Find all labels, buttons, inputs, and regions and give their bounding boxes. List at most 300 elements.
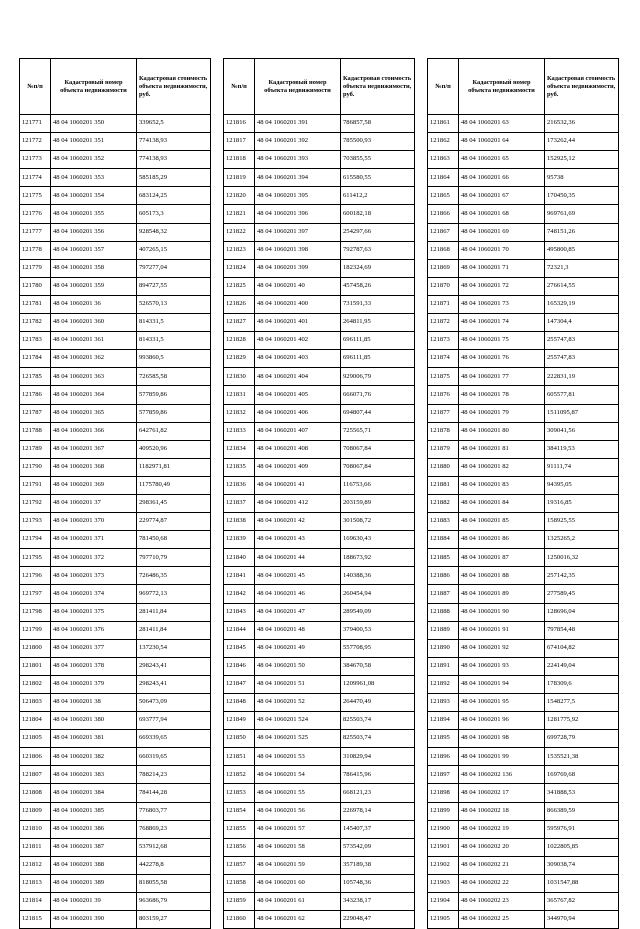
cadastral-cost: 776803,77 — [137, 802, 211, 820]
cadastral-cost: 557708,95 — [341, 639, 415, 657]
row-number: 121815 — [20, 911, 51, 929]
row-number: 121855 — [224, 820, 255, 838]
cadastral-cost: 699728,79 — [545, 730, 619, 748]
cadastral-cost: 506473,09 — [137, 694, 211, 712]
cadastral-cost: 229048,47 — [341, 911, 415, 929]
table-row — [428, 223, 619, 241]
cadastral-cost: 825503,74 — [341, 712, 415, 730]
row-number: 121821 — [224, 205, 255, 223]
row-number: 121805 — [20, 730, 51, 748]
cadastral-number: 48 04 1060201 368 — [51, 458, 137, 476]
cadastral-number: 48 04 1060201 88 — [459, 567, 545, 585]
cadastral-cost: 169769,68 — [545, 766, 619, 784]
cadastral-cost: 1209961,08 — [341, 675, 415, 693]
cadastral-cost: 72321,3 — [545, 259, 619, 277]
cadastral-number: 48 04 1060201 56 — [255, 802, 341, 820]
table-row — [428, 657, 619, 675]
cadastral-cost: 797854,48 — [545, 621, 619, 639]
table-row — [428, 458, 619, 476]
cadastral-number: 48 04 1060201 85 — [459, 513, 545, 531]
cadastral-number: 48 04 1060201 399 — [255, 259, 341, 277]
cadastral-number: 48 04 1060201 369 — [51, 476, 137, 494]
table-row — [224, 802, 415, 820]
row-number: 121851 — [224, 748, 255, 766]
cadastral-number: 48 04 1060201 372 — [51, 549, 137, 567]
cadastral-number: 48 04 1060201 40 — [255, 277, 341, 295]
cadastral-cost: 526570,13 — [137, 295, 211, 313]
row-number: 121844 — [224, 621, 255, 639]
row-number: 121860 — [224, 911, 255, 929]
row-number: 121810 — [20, 820, 51, 838]
row-number: 121900 — [428, 820, 459, 838]
table-row — [428, 440, 619, 458]
cadastral-cost: 1511095,87 — [545, 404, 619, 422]
cadastral-number: 48 04 1060201 405 — [255, 386, 341, 404]
cadastral-cost: 963686,79 — [137, 893, 211, 911]
table-row — [224, 567, 415, 585]
cadastral-cost: 224149,04 — [545, 657, 619, 675]
cadastral-cost: 254297,66 — [341, 223, 415, 241]
table-row — [428, 730, 619, 748]
cadastral-number: 48 04 1060201 354 — [51, 187, 137, 205]
row-number: 121834 — [224, 440, 255, 458]
table-row — [428, 893, 619, 911]
cadastral-cost: 137230,54 — [137, 639, 211, 657]
row-number: 121901 — [428, 838, 459, 856]
row-number: 121783 — [20, 332, 51, 350]
table-row — [428, 567, 619, 585]
row-number: 121886 — [428, 567, 459, 585]
cadastral-number: 48 04 1060201 374 — [51, 585, 137, 603]
table-row — [428, 169, 619, 187]
cadastral-cost: 696111,85 — [341, 350, 415, 368]
cadastral-number: 48 04 1060201 71 — [459, 259, 545, 277]
row-number: 121858 — [224, 874, 255, 892]
cadastral-cost: 409520,96 — [137, 440, 211, 458]
table-row — [224, 874, 415, 892]
cadastral-cost: 140388,36 — [341, 567, 415, 585]
cadastral-number: 48 04 1060201 78 — [459, 386, 545, 404]
cadastral-number: 48 04 1060201 364 — [51, 386, 137, 404]
table-row — [20, 241, 211, 259]
row-number: 121870 — [428, 277, 459, 295]
cadastral-number: 48 04 1060201 358 — [51, 259, 137, 277]
cadastral-cost: 344970,94 — [545, 911, 619, 929]
cadastral-number: 48 04 1060201 74 — [459, 314, 545, 332]
row-number: 121816 — [224, 115, 255, 133]
cadastral-number: 48 04 1060201 373 — [51, 567, 137, 585]
cadastral-number: 48 04 1060201 402 — [255, 332, 341, 350]
row-number: 121872 — [428, 314, 459, 332]
row-number: 121878 — [428, 422, 459, 440]
cadastral-number: 48 04 1060201 82 — [459, 458, 545, 476]
header-cadastral-cost: Кадастровая стоимость объекта недвижимости, руб. — [341, 59, 415, 115]
row-number: 121799 — [20, 621, 51, 639]
row-number: 121903 — [428, 874, 459, 892]
cadastral-number: 48 04 1060202 22 — [459, 874, 545, 892]
table-row — [20, 531, 211, 549]
table-row — [20, 874, 211, 892]
cadastral-number: 48 04 1060201 54 — [255, 766, 341, 784]
row-number: 121871 — [428, 295, 459, 313]
cadastral-cost: 969761,69 — [545, 205, 619, 223]
cadastral-number: 48 04 1060201 42 — [255, 513, 341, 531]
cadastral-cost: 19316,85 — [545, 494, 619, 512]
cadastral-number: 48 04 1060201 51 — [255, 675, 341, 693]
header-cadastral-number: Кадастровый номер объекта недвижимости — [459, 59, 545, 115]
table-row — [224, 585, 415, 603]
table-row — [20, 675, 211, 693]
row-number: 121776 — [20, 205, 51, 223]
cadastral-cost: 94395,05 — [545, 476, 619, 494]
table-row — [224, 603, 415, 621]
table-row — [224, 856, 415, 874]
cadastral-number: 48 04 1060201 58 — [255, 838, 341, 856]
row-number: 121773 — [20, 151, 51, 169]
row-number: 121785 — [20, 368, 51, 386]
table-row — [20, 549, 211, 567]
table-row — [428, 404, 619, 422]
cadastral-number: 48 04 1060202 19 — [459, 820, 545, 838]
row-number: 121869 — [428, 259, 459, 277]
table-row — [428, 422, 619, 440]
cadastral-cost: 668121,23 — [341, 784, 415, 802]
cadastral-number: 48 04 1060201 91 — [459, 621, 545, 639]
row-number: 121866 — [428, 205, 459, 223]
cadastral-cost: 600182,18 — [341, 205, 415, 223]
table-row — [224, 223, 415, 241]
cadastral-cost: 257142,35 — [545, 567, 619, 585]
cadastral-cost: 797277,04 — [137, 259, 211, 277]
cadastral-cost: 585185,29 — [137, 169, 211, 187]
table-row — [224, 639, 415, 657]
header-cadastral-number: Кадастровый номер объекта недвижимости — [51, 59, 137, 115]
table-row — [20, 567, 211, 585]
row-number: 121782 — [20, 314, 51, 332]
cadastral-number: 48 04 1060201 406 — [255, 404, 341, 422]
cadastral-cost: 774138,93 — [137, 151, 211, 169]
table-row — [428, 241, 619, 259]
cadastral-number: 48 04 1060201 379 — [51, 675, 137, 693]
table-row — [428, 368, 619, 386]
table-row — [20, 223, 211, 241]
cadastral-cost: 442278,8 — [137, 856, 211, 874]
cadastral-cost: 277589,45 — [545, 585, 619, 603]
cadastral-cost: 993860,5 — [137, 350, 211, 368]
cadastral-cost: 255747,83 — [545, 350, 619, 368]
table-row — [20, 784, 211, 802]
cadastral-cost: 309041,56 — [545, 422, 619, 440]
cadastral-cost: 611412,2 — [341, 187, 415, 205]
row-number: 121859 — [224, 893, 255, 911]
row-number: 121792 — [20, 494, 51, 512]
row-number: 121837 — [224, 494, 255, 512]
cadastral-cost: 748151,26 — [545, 223, 619, 241]
row-number: 121808 — [20, 784, 51, 802]
row-number: 121829 — [224, 350, 255, 368]
table-row — [20, 169, 211, 187]
cadastral-cost: 577859,86 — [137, 404, 211, 422]
cadastral-cost: 343238,17 — [341, 893, 415, 911]
table-row — [224, 259, 415, 277]
cadastral-number: 48 04 1060201 37 — [51, 494, 137, 512]
cadastral-cost: 768869,23 — [137, 820, 211, 838]
row-number: 121875 — [428, 368, 459, 386]
cadastral-table-1 — [19, 58, 211, 929]
table-row — [224, 386, 415, 404]
table-row — [224, 675, 415, 693]
cadastral-cost: 298361,45 — [137, 494, 211, 512]
cadastral-number: 48 04 1060201 397 — [255, 223, 341, 241]
cadastral-number: 48 04 1060201 391 — [255, 115, 341, 133]
cadastral-cost: 170450,35 — [545, 187, 619, 205]
cadastral-number: 48 04 1060201 49 — [255, 639, 341, 657]
cadastral-number: 48 04 1060201 68 — [459, 205, 545, 223]
cadastral-number: 48 04 1060201 55 — [255, 784, 341, 802]
row-number: 121854 — [224, 802, 255, 820]
cadastral-number: 48 04 1060201 53 — [255, 748, 341, 766]
cadastral-number: 48 04 1060201 361 — [51, 332, 137, 350]
cadastral-cost: 731591,33 — [341, 295, 415, 313]
row-number: 121838 — [224, 513, 255, 531]
row-number: 121865 — [428, 187, 459, 205]
row-number: 121820 — [224, 187, 255, 205]
table-row — [20, 133, 211, 151]
table-row — [20, 422, 211, 440]
row-number: 121848 — [224, 694, 255, 712]
cadastral-number: 48 04 1060201 380 — [51, 712, 137, 730]
cadastral-cost: 928548,32 — [137, 223, 211, 241]
cadastral-number: 48 04 1060201 75 — [459, 332, 545, 350]
row-number: 121889 — [428, 621, 459, 639]
row-number: 121771 — [20, 115, 51, 133]
table-row — [20, 585, 211, 603]
cadastral-cost: 91111,74 — [545, 458, 619, 476]
row-number: 121841 — [224, 567, 255, 585]
cadastral-number: 48 04 1060201 64 — [459, 133, 545, 151]
cadastral-number: 48 04 1060201 525 — [255, 730, 341, 748]
table-row — [20, 712, 211, 730]
row-number: 121818 — [224, 151, 255, 169]
table-row — [428, 675, 619, 693]
row-number: 121824 — [224, 259, 255, 277]
row-number: 121828 — [224, 332, 255, 350]
cadastral-number: 48 04 1060201 403 — [255, 350, 341, 368]
table-row — [428, 838, 619, 856]
cadastral-cost: 310829,94 — [341, 748, 415, 766]
row-number: 121791 — [20, 476, 51, 494]
cadastral-number: 48 04 1060201 378 — [51, 657, 137, 675]
table-row — [224, 422, 415, 440]
table-row — [428, 748, 619, 766]
row-number: 121775 — [20, 187, 51, 205]
cadastral-cost: 786857,58 — [341, 115, 415, 133]
row-number: 121835 — [224, 458, 255, 476]
row-number: 121852 — [224, 766, 255, 784]
cadastral-cost: 1535521,38 — [545, 748, 619, 766]
table-row — [20, 386, 211, 404]
header-cadastral-cost: Кадастровая стоимость объекта недвижимости, руб. — [137, 59, 211, 115]
table-row — [20, 657, 211, 675]
table-row — [20, 911, 211, 929]
row-number: 121862 — [428, 133, 459, 151]
cadastral-cost: 573542,09 — [341, 838, 415, 856]
cadastral-cost: 781450,68 — [137, 531, 211, 549]
row-number: 121896 — [428, 748, 459, 766]
cadastral-number: 48 04 1060201 356 — [51, 223, 137, 241]
table-row — [20, 856, 211, 874]
cadastral-number: 48 04 1060201 60 — [255, 874, 341, 892]
table-row — [224, 531, 415, 549]
cadastral-cost: 165329,19 — [545, 295, 619, 313]
cadastral-cost: 866389,59 — [545, 802, 619, 820]
row-number: 121778 — [20, 241, 51, 259]
cadastral-number: 48 04 1060201 375 — [51, 603, 137, 621]
row-number: 121876 — [428, 386, 459, 404]
table-row — [428, 531, 619, 549]
row-number: 121806 — [20, 748, 51, 766]
table-row — [428, 694, 619, 712]
table-row — [428, 712, 619, 730]
cadastral-number: 48 04 1060201 400 — [255, 295, 341, 313]
cadastral-cost: 116753,66 — [341, 476, 415, 494]
cadastral-cost: 929006,79 — [341, 368, 415, 386]
row-number: 121897 — [428, 766, 459, 784]
cadastral-number: 48 04 1060201 62 — [255, 911, 341, 929]
cadastral-number: 48 04 1060201 72 — [459, 277, 545, 295]
cadastral-cost: 683124,25 — [137, 187, 211, 205]
cadastral-number: 48 04 1060202 136 — [459, 766, 545, 784]
cadastral-number: 48 04 1060201 80 — [459, 422, 545, 440]
row-number: 121864 — [428, 169, 459, 187]
row-number: 121893 — [428, 694, 459, 712]
table-row — [428, 549, 619, 567]
row-number: 121794 — [20, 531, 51, 549]
cadastral-cost: 1250016,32 — [545, 549, 619, 567]
row-number: 121772 — [20, 133, 51, 151]
cadastral-number: 48 04 1060201 77 — [459, 368, 545, 386]
cadastral-cost: 786415,96 — [341, 766, 415, 784]
row-number: 121809 — [20, 802, 51, 820]
row-number: 121873 — [428, 332, 459, 350]
table-row — [428, 874, 619, 892]
row-number: 121817 — [224, 133, 255, 151]
cadastral-number: 48 04 1060201 401 — [255, 314, 341, 332]
cadastral-number: 48 04 1060201 404 — [255, 368, 341, 386]
table-row — [20, 314, 211, 332]
cadastral-number: 48 04 1060201 382 — [51, 748, 137, 766]
row-number: 121802 — [20, 675, 51, 693]
table-row — [20, 766, 211, 784]
cadastral-cost: 693777,94 — [137, 712, 211, 730]
table-row — [428, 621, 619, 639]
cadastral-cost: 147304,4 — [545, 314, 619, 332]
cadastral-number: 48 04 1060201 353 — [51, 169, 137, 187]
cadastral-number: 48 04 1060202 25 — [459, 911, 545, 929]
cadastral-cost: 309038,74 — [545, 856, 619, 874]
table-row — [20, 838, 211, 856]
table-row — [20, 694, 211, 712]
row-number: 121819 — [224, 169, 255, 187]
table-row — [20, 748, 211, 766]
cadastral-cost: 577859,86 — [137, 386, 211, 404]
table-row — [20, 494, 211, 512]
cadastral-cost: 1281775,92 — [545, 712, 619, 730]
cadastral-cost: 725565,71 — [341, 422, 415, 440]
table-row — [224, 820, 415, 838]
row-number: 121803 — [20, 694, 51, 712]
cadastral-number: 48 04 1060201 38 — [51, 694, 137, 712]
row-number: 121842 — [224, 585, 255, 603]
table-row — [224, 476, 415, 494]
row-number: 121801 — [20, 657, 51, 675]
cadastral-number: 48 04 1060201 43 — [255, 531, 341, 549]
table-row — [224, 766, 415, 784]
row-number: 121846 — [224, 657, 255, 675]
cadastral-cost: 178309,6 — [545, 675, 619, 693]
row-number: 121839 — [224, 531, 255, 549]
table-row — [224, 187, 415, 205]
cadastral-cost: 784144,28 — [137, 784, 211, 802]
cadastral-number: 48 04 1060201 66 — [459, 169, 545, 187]
row-number: 121832 — [224, 404, 255, 422]
table-row — [20, 639, 211, 657]
cadastral-cost: 173262,44 — [545, 133, 619, 151]
table-row — [224, 748, 415, 766]
cadastral-number: 48 04 1060201 95 — [459, 694, 545, 712]
cadastral-cost: 289549,09 — [341, 603, 415, 621]
cadastral-number: 48 04 1060201 352 — [51, 151, 137, 169]
cadastral-cost: 1031547,88 — [545, 874, 619, 892]
row-number: 121899 — [428, 802, 459, 820]
table-row — [20, 820, 211, 838]
row-number: 121845 — [224, 639, 255, 657]
table-row — [20, 332, 211, 350]
table-row — [428, 295, 619, 313]
row-number: 121892 — [428, 675, 459, 693]
cadastral-number: 48 04 1060201 94 — [459, 675, 545, 693]
row-number: 121894 — [428, 712, 459, 730]
cadastral-cost: 216532,36 — [545, 115, 619, 133]
table-row — [428, 314, 619, 332]
cadastral-cost: 605173,3 — [137, 205, 211, 223]
table-row — [224, 133, 415, 151]
cadastral-cost: 669339,65 — [137, 730, 211, 748]
row-number: 121887 — [428, 585, 459, 603]
table-row — [20, 603, 211, 621]
table-header-row — [428, 59, 619, 115]
cadastral-number: 48 04 1060201 394 — [255, 169, 341, 187]
cadastral-cost: 615580,55 — [341, 169, 415, 187]
table-row — [428, 766, 619, 784]
row-number: 121885 — [428, 549, 459, 567]
row-number: 121905 — [428, 911, 459, 929]
row-number: 121856 — [224, 838, 255, 856]
row-number: 121850 — [224, 730, 255, 748]
table-row — [224, 277, 415, 295]
table-row — [224, 295, 415, 313]
table-row — [428, 350, 619, 368]
cadastral-table-2 — [223, 58, 415, 929]
cadastral-cost: 495800,85 — [545, 241, 619, 259]
table-row — [20, 440, 211, 458]
row-number: 121779 — [20, 259, 51, 277]
row-number: 121777 — [20, 223, 51, 241]
table-row — [20, 350, 211, 368]
table-row — [428, 277, 619, 295]
cadastral-number: 48 04 1060201 393 — [255, 151, 341, 169]
cadastral-number: 48 04 1060201 57 — [255, 820, 341, 838]
